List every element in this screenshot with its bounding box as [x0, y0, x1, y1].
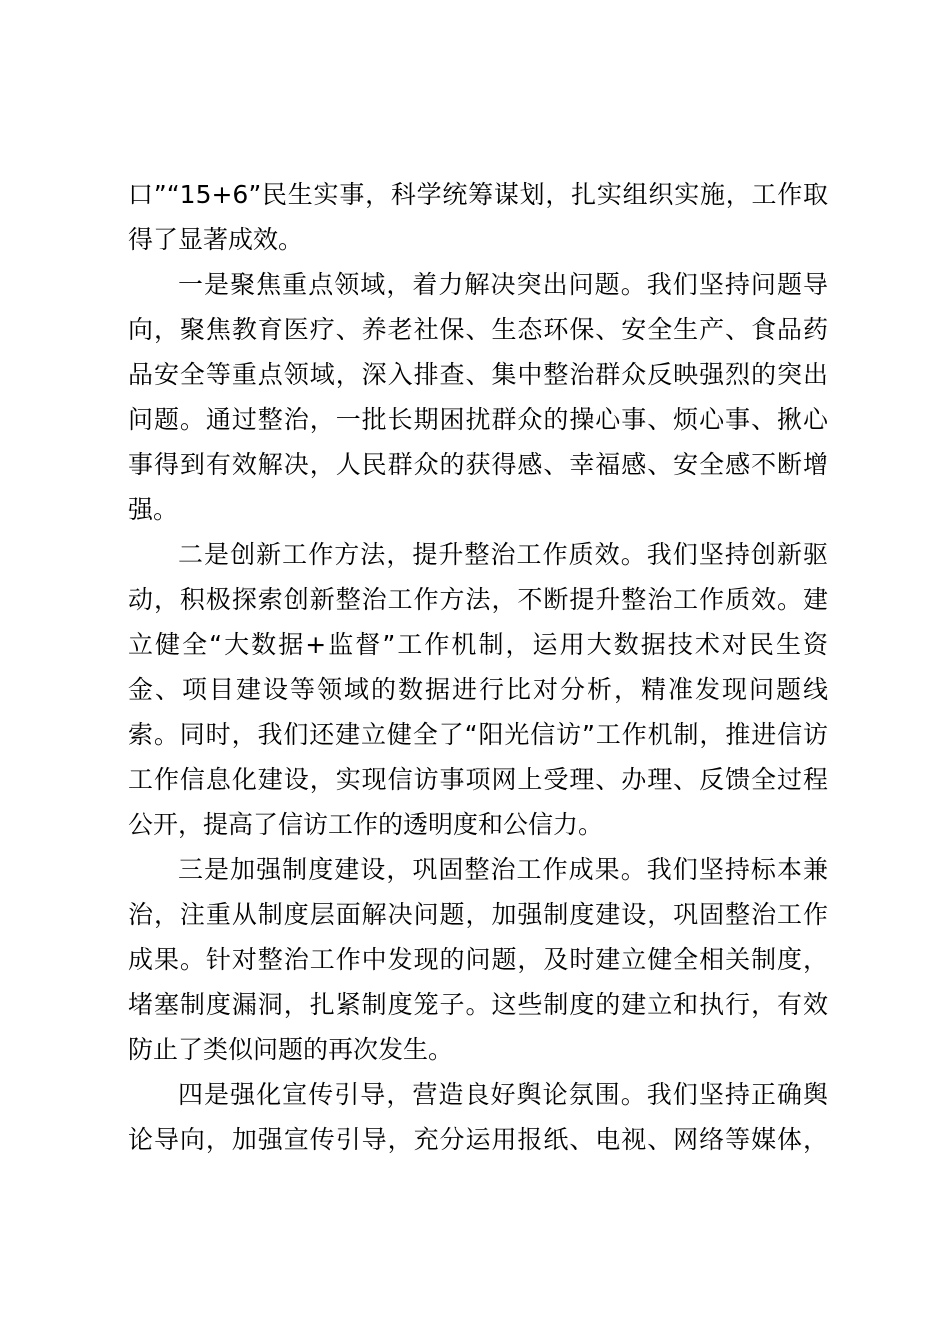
- text-line: 口”“15+6”民生实事，科学统筹谋划，扎实组织实施，工作取: [128, 180, 828, 209]
- text-line: 金、项目建设等领域的数据进行比对分析，精准发现问题线: [128, 675, 828, 704]
- text-line: 治，注重从制度层面解决问题，加强制度建设，巩固整治工作: [128, 900, 828, 929]
- text-line: 索。同时，我们还建立健全了“阳光信访”工作机制，推进信访: [128, 720, 828, 749]
- text-line: 论导向，加强宣传引导，充分运用报纸、电视、网络等媒体，: [128, 1125, 828, 1154]
- text-line: 事得到有效解决，人民群众的获得感、幸福感、安全感不断增: [128, 450, 828, 479]
- text-line: 防止了类似问题的再次发生。: [128, 1035, 454, 1064]
- text-line: 立健全“大数据+监督”工作机制，运用大数据技术对民生资: [128, 630, 828, 659]
- text-line: 向，聚焦教育医疗、养老社保、生态环保、安全生产、食品药: [128, 315, 828, 344]
- text-line: 得了显著成效。: [128, 225, 304, 254]
- text-line: 堵塞制度漏洞，扎紧制度笼子。这些制度的建立和执行，有效: [128, 990, 828, 1019]
- text-line: 工作信息化建设，实现信访事项网上受理、办理、反馈全过程: [128, 765, 828, 794]
- text-line: 问题。通过整治，一批长期困扰群众的操心事、烦心事、揪心: [128, 405, 828, 434]
- body-text: [128, 172, 828, 1162]
- text-line: 品安全等重点领域，深入排查、集中整治群众反映强烈的突出: [128, 360, 828, 389]
- text-line: 动，积极探索创新整治工作方法，不断提升整治工作质效。建: [128, 585, 828, 614]
- paragraph-first-line: 四是强化宣传引导，营造良好舆论氛围。我们坚持正确舆: [178, 1080, 828, 1109]
- text-line: 成果。针对整治工作中发现的问题，及时建立健全相关制度，: [128, 945, 828, 974]
- paragraph-first-line: 一是聚焦重点领域，着力解决突出问题。我们坚持问题导: [178, 270, 828, 299]
- text-line: 公开，提高了信访工作的透明度和公信力。: [128, 810, 604, 839]
- paragraph-first-line: 三是加强制度建设，巩固整治工作成果。我们坚持标本兼: [178, 855, 828, 884]
- paragraph-first-line: 二是创新工作方法，提升整治工作质效。我们坚持创新驱: [178, 540, 828, 569]
- text-line: 强。: [128, 495, 179, 524]
